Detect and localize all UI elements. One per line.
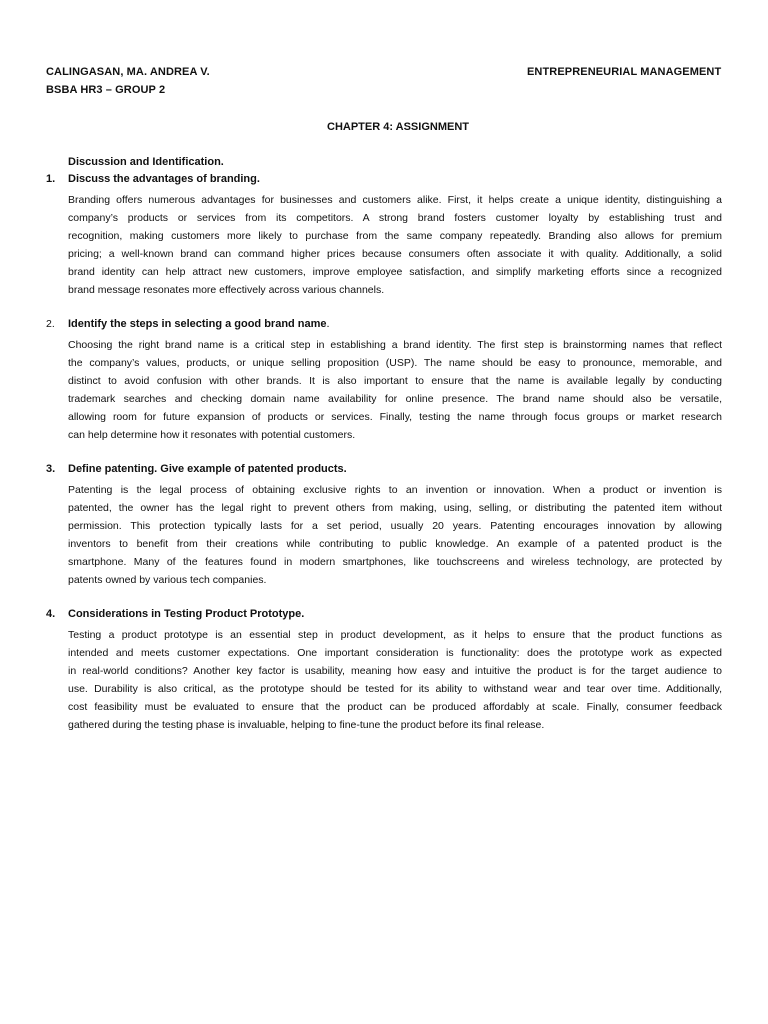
answer-line: inventors to benefit from their creations while contributing to public knowledge. An example of a patented product is the bbox=[68, 538, 722, 551]
answer-line: the company’s values, products, or unique selling proposition (USP). The name should be easy to pronounce, memorable, and bbox=[68, 357, 722, 370]
answer-line: Choosing the right brand name is a critical step in establishing a brand identity. The first step is brainstorming names that reflect bbox=[68, 339, 722, 351]
answer-paragraph bbox=[68, 481, 722, 590]
question-item-3 bbox=[46, 463, 722, 590]
question-number: 4. bbox=[46, 608, 56, 620]
question-text-suffix: . bbox=[326, 318, 330, 330]
question-text-main: Identify the steps in selecting a good brand name bbox=[68, 318, 327, 330]
answer-line: trademark searches and checking domain name availability for online presence. The brand name should also be versatile, bbox=[68, 393, 722, 406]
answer-line: use. Durability is also critical, as the prototype should be tested for its ability to withstand wear and tear over time. Additionally, bbox=[68, 683, 722, 696]
question-text bbox=[68, 318, 330, 330]
answer-line: pricing; a well-known brand can command higher prices because consumers often associate it with quality. Additionally, a solid bbox=[68, 248, 722, 261]
answer-line: permission. This protection typically lasts for a set period, usually 20 years. Patenting encourages innovation by allowing bbox=[68, 520, 722, 533]
answer-line: brand identity can help attract new customers, improve employee satisfaction, and simplify marketing efforts since a recognized bbox=[68, 266, 722, 279]
question-heading bbox=[46, 608, 722, 624]
answer-paragraph bbox=[68, 191, 722, 300]
question-item-1 bbox=[46, 173, 722, 300]
answer-paragraph bbox=[68, 626, 722, 735]
answer-line: can help determine how it resonates with potential customers. bbox=[68, 429, 356, 442]
student-section: BSBA HR3 – GROUP 2 bbox=[46, 84, 166, 96]
answer-line: Branding offers numerous advantages for businesses and customers alike. First, it helps create a unique identity, distinguishing a bbox=[68, 194, 722, 206]
question-heading bbox=[46, 318, 722, 334]
answer-line: distinct to avoid confusion with other brands. It is also important to ensure that the name is available legally by conducting bbox=[68, 375, 722, 388]
question-number: 1. bbox=[46, 173, 56, 185]
question-item-4 bbox=[46, 608, 722, 735]
answer-line: cost feasibility must be evaluated to ensure that the product can be produced affordably at scale. Finally, consumer feedback bbox=[68, 701, 722, 714]
answer-line: gathered during the testing phase is invaluable, helping to fine-tune the product before its final release. bbox=[68, 719, 545, 732]
answer-paragraph bbox=[68, 336, 722, 445]
course-title: ENTREPRENEURIAL MANAGEMENT bbox=[527, 66, 722, 78]
question-text: Define patenting. Give example of patented products. bbox=[68, 463, 347, 475]
answer-line: recognition, making customers more likely to purchase from the same company repeatedly. Branding also allows for premium bbox=[68, 230, 722, 243]
section-intro: Discussion and Identification. bbox=[68, 156, 224, 168]
student-name: CALINGASAN, MA. ANDREA V. bbox=[46, 66, 210, 78]
answer-line: Testing a product prototype is an essential step in product development, as it helps to ensure that the product functions as bbox=[68, 629, 722, 641]
question-number: 3. bbox=[46, 463, 56, 475]
answer-line: allowing room for future expansion of products or services. Finally, testing the name through focus groups or market research bbox=[68, 411, 722, 424]
question-text: Discuss the advantages of branding. bbox=[68, 173, 260, 185]
answer-line: intended and meets customer expectations. One important consideration is functionality: does the prototype work as expected bbox=[68, 647, 722, 660]
answer-line: smartphone. Many of the features found in modern smartphones, like touchscreens and wireless technology, are protected by bbox=[68, 556, 722, 569]
answer-line: in real-world conditions? Another key factor is usability, meaning how easy and intuitive the product is for the target audience to bbox=[68, 665, 722, 678]
question-number: 2. bbox=[46, 318, 55, 330]
question-heading bbox=[46, 173, 722, 189]
answer-line: patented, the owner has the legal right to prevent others from making, using, selling, or distributing the patented item without bbox=[68, 502, 722, 515]
answer-line: patents owned by various tech companies. bbox=[68, 574, 267, 587]
answer-line: Patenting is the legal process of obtaining exclusive rights to an invention or innovation. When a product or invention is bbox=[68, 484, 722, 496]
question-item-2 bbox=[46, 318, 722, 445]
question-text: Considerations in Testing Product Prototype. bbox=[68, 608, 305, 620]
chapter-title: CHAPTER 4: ASSIGNMENT bbox=[327, 121, 469, 133]
question-heading bbox=[46, 463, 722, 479]
answer-line: brand message resonates more effectively across various channels. bbox=[68, 284, 385, 297]
answer-line: company’s products or services from its competitors. A strong brand fosters customer loyalty by establishing trust and bbox=[68, 212, 722, 225]
